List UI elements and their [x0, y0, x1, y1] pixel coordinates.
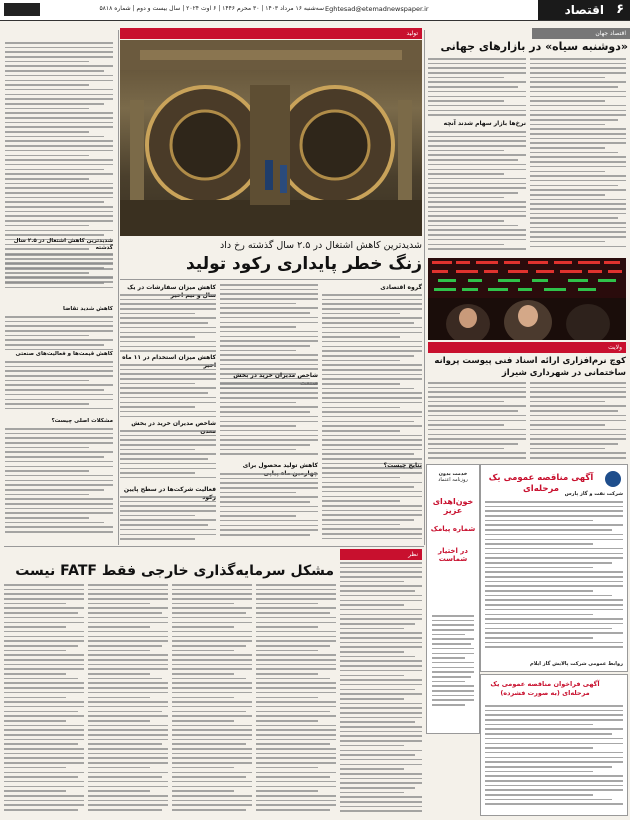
- side-column-text-4: [5, 361, 113, 413]
- black-swan-title: «دوشنبه سیاه» در بازارهای جهانی: [440, 40, 628, 53]
- headline-rule: [120, 279, 422, 280]
- tender1-text: [485, 501, 623, 651]
- tag-world-economy: اقتصاد جهان: [532, 28, 630, 39]
- stock-market-photo: [428, 258, 626, 340]
- employment-sub-industry: شاخص مدیران خرید در بخش: [233, 372, 318, 379]
- section-email[interactable]: Eghtesad@etemadnewspaper.ir: [325, 5, 429, 13]
- tender-ad-2[interactable]: [480, 674, 628, 816]
- side-subhead-1: شدیدترین کاهش اشتغال در ۲.۵ سال گذشته: [13, 238, 113, 251]
- employment-col-left: [120, 294, 216, 356]
- side-subhead-3: کاهش قیمت‌ها و فعالیت‌های صنعتی: [15, 351, 113, 357]
- shiraz-col-right: [530, 382, 626, 460]
- issue-date: سه‌شنبه ۱۶ مرداد ۱۴۰۳ | ۳۰ محرم ۱۴۴۶ | ۶ اوت ۲۰۲۴ | سال بیست و دوم | شماره ۵۸۱۸: [99, 5, 324, 12]
- column-divider-2: [424, 30, 425, 545]
- tag-production: تولید: [120, 28, 422, 39]
- side-column-text-5: [5, 428, 113, 538]
- tender1-footer: روابط عمومی شرکت پالایش گاز ایلام: [529, 661, 623, 667]
- employment-col-right: [322, 294, 422, 544]
- fatf-col-5: [340, 562, 422, 816]
- page-number-box: [538, 0, 630, 20]
- shiraz-title: کوچ نرم‌افزاری ارائه اسناد فنی پیوست پروانه ساختمانی در شهرداری شیراز: [434, 356, 626, 378]
- employment-col-left-3: [120, 430, 216, 485]
- employment-col-middle-3: [220, 473, 318, 543]
- section-title: اقتصاد: [564, 3, 604, 17]
- blood-ad-line3: خون‌اهدای: [432, 497, 474, 506]
- tag-province: ولایت: [428, 342, 626, 353]
- employment-title: زنگ خطر پایداری رکود تولید: [185, 254, 422, 274]
- tender2-text: [485, 705, 623, 809]
- column-divider: [118, 30, 119, 545]
- employment-col-left-2: [120, 364, 216, 419]
- blood-ad-line5: شماره پیامک: [430, 525, 476, 533]
- employment-sub-mining: شاخص مدیران خرید در بخش: [131, 420, 216, 427]
- fatf-title: مشکل سرمایه‌گذاری خارجی فقط FATF نیست: [15, 563, 334, 579]
- page-number: ۶: [616, 2, 624, 17]
- tag-view: نظر: [340, 549, 422, 560]
- tender1-title: آگهی مناقصه عمومی یک مرحله‌ای: [488, 473, 594, 494]
- blood-ad-line6: در اختیار: [438, 547, 468, 555]
- black-swan-col-right: [530, 58, 626, 253]
- blood-donation-ad[interactable]: [426, 464, 480, 734]
- shiraz-col-left: [428, 382, 526, 460]
- blood-ad-line4: عزیز: [443, 506, 463, 515]
- employment-sub-hiring: کاهش میزان استخدام در ۱۱ ماه: [122, 354, 216, 361]
- tender-ad-1[interactable]: [480, 464, 628, 672]
- factory-photo: [120, 40, 422, 236]
- fatf-col-3: [172, 584, 252, 816]
- blood-ad-text: [432, 615, 474, 715]
- fatf-col-4: [256, 584, 336, 816]
- employment-sub-activity: فعالیت شرکت‌ها در سطح پایین: [123, 486, 216, 493]
- blood-ad-line1: خدمت بدون: [438, 471, 468, 477]
- side-subhead-4: مشکلات اصلی چیست؟: [51, 418, 113, 424]
- tender2-title: آگهی فراخوان مناقصه عمومی یک مرحله‌ای (به صورت فشرده): [490, 680, 600, 697]
- fatf-top-rule: [4, 546, 424, 547]
- black-swan-subhead: نرخ‌ها بازار سهام شدند آنچه: [443, 120, 526, 127]
- oil-company-logo: [605, 471, 621, 487]
- employment-sub-orders: کاهش میزان سفارشات در یک: [127, 284, 216, 291]
- employment-sub-results: نتایج چیست؟: [383, 462, 422, 469]
- employment-sub-group: گروه اقتصادی: [380, 284, 422, 291]
- stock-board-icon: [428, 258, 626, 340]
- masthead: [0, 0, 630, 21]
- fatf-col-2: [88, 584, 168, 816]
- newspaper-logo: [4, 3, 40, 16]
- side-column-text-3: [5, 316, 113, 354]
- employment-kicker: شدیدترین کاهش اشتغال در ۲.۵ سال گذشته رخ داد: [220, 240, 422, 251]
- black-swan-col-left-2: [428, 131, 526, 255]
- side-subhead-2: کاهش شدید تقاضا: [63, 306, 113, 312]
- black-swan-col-left: [428, 58, 526, 118]
- fatf-col-1: [4, 584, 84, 816]
- blood-ad-line7: شماست: [438, 555, 468, 563]
- employment-col-middle-2: [220, 383, 318, 458]
- side-column-text-2: [5, 254, 113, 290]
- blood-ad-line2: روزنامه اعتماد: [438, 477, 468, 483]
- factory-machinery-icon: [120, 40, 422, 236]
- employment-sub-production: کاهش تولید محصول برای: [242, 462, 318, 469]
- tender1-org: شرکت نفت و گاز پارس: [564, 491, 623, 497]
- employment-col-left-4: [120, 496, 216, 544]
